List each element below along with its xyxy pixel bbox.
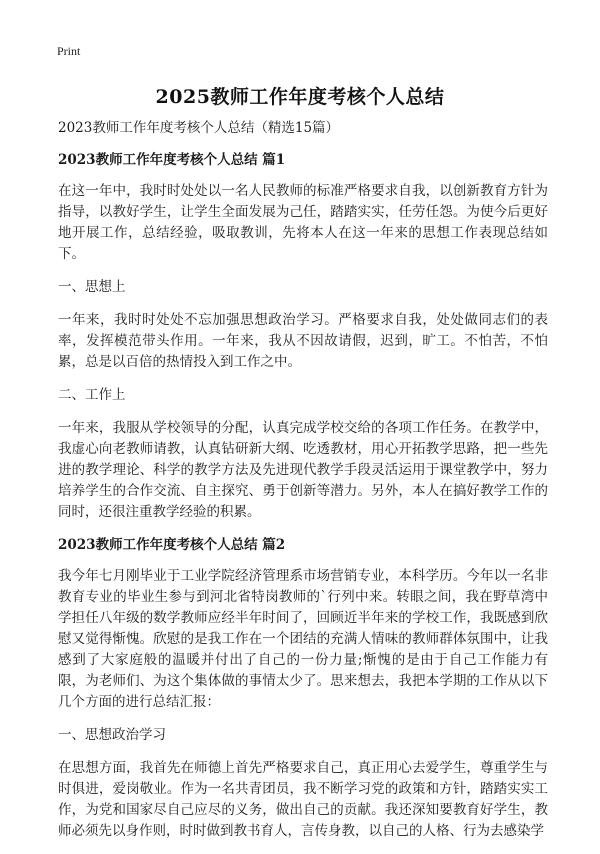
paragraph: 一年来，我时时处处不忘加强思想政治学习。严格要求自我，处处做同志们的表率，发挥模范带头作用。一年来，我从不因故请假，迟到，旷工。不怕苦，不怕累，总是以百倍的热情投入到工作之中。 <box>58 312 548 370</box>
paragraph: 我今年七月刚毕业于工业学院经济管理系市场营销专业，本科学历。今年以一名非教育专业的毕业生参与到河北省特岗教师的`行列中来。转眼之间，我在野草湾中学担任八年级的数学教师应经半年时间了，回顾近半年来的学校工作，我既感到欣慰又觉得惭愧。欣慰的是我工作在一个团结的充满人情味的教师群体氛围中，让我感到了大家庭般的温暖并付出了自己的一份力量;惭愧的是由于自己工作能力有限，为老师们、为这个集体做的事情太少了。思来想去，我把本学期的工作从以下几个方面的进行总结汇报： <box>58 568 548 710</box>
paragraph: 一年来，我服从学校领导的分配，认真完成学校交给的各项工作任务。在教学中，我虚心向老教师请教，认真钻研新大纲、吃透教材，用心开拓教学思路，把一些先进的教学理论、科学的教学方法及先进现代教学手段灵活运用于课堂教学中，努力培养学生的合作交流、自主探究、勇于创新等潜力。另外，本人在搞好教学工作的同时，还很注重教学经验的积累。 <box>58 420 548 520</box>
article-subtitle: 2023教师工作年度考核个人总结（精选15篇） <box>58 120 340 136</box>
subheading: 二、工作上 <box>58 387 126 403</box>
paragraph: 在思想方面，我首先在师德上首先严格要求自己，真正用心去爱学生，尊重学生与时俱进，爱岗敬业。作为一名共青团员，我不断学习党的政策和方针，踏踏实实工作，为党和国家尽自己应尽的义务，做出自己的贡献。我还深知要教育好学生，教师必须先以身作则，时时做到教书育人，言传身教，以自己的人格、行为去感染学 <box>58 760 548 839</box>
subheading: 一、思想上 <box>58 279 126 295</box>
subheading: 一、思想政治学习 <box>58 727 166 743</box>
print-link[interactable]: Print <box>57 44 81 58</box>
page-title: 2025教师工作年度考核个人总结 <box>155 86 445 108</box>
section-title-1: 2023教师工作年度考核个人总结 篇1 <box>58 152 286 168</box>
paragraph: 在这一年中，我时时处处以一名人民教师的标准严格要求自我，以创新教育方针为指导，以教好学生，让学生全面发展为己任，踏踏实实，任劳任怨。为使今后更好地开展工作，总结经验，吸取教训，先将本人在这一年来的思想工作表现总结如下。 <box>58 183 548 262</box>
article-body <box>58 118 548 854</box>
section-title-2: 2023教师工作年度考核个人总结 篇2 <box>58 537 286 553</box>
